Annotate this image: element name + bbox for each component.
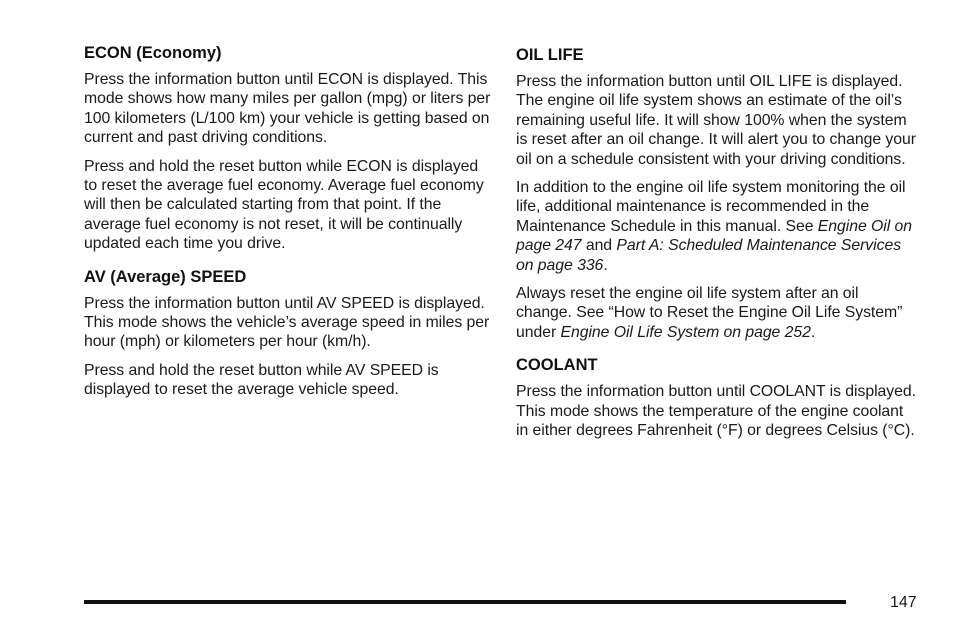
oil-life-section (516, 44, 916, 342)
av-speed-paragraph-2: Press and hold the reset button while AV SPEED is displayed to reset the average vehicle speed. (84, 361, 439, 399)
engine-oil-life-system-reference: Engine Oil Life System on page 252 (560, 323, 811, 341)
av-speed-paragraph-1: Press the information button until AV SPEED is displayed. This mode shows the vehicle’s average speed in miles per hour (mph) or kilometers per hour (km/h). (84, 294, 490, 351)
oil-life-paragraph-2 (516, 178, 916, 275)
scheduled-maintenance-reference: Part A: Scheduled Maintenance Services on page 336 (516, 237, 902, 274)
left-column (84, 44, 494, 409)
engine-oil-reference: Engine Oil on page 247 (516, 217, 912, 255)
oil-life-heading: OIL LIFE (516, 46, 584, 64)
coolant-section (516, 356, 916, 440)
footer-rule (84, 600, 846, 604)
econ-section (84, 44, 494, 254)
oil-life-paragraph-3 (516, 284, 916, 342)
oil-life-p3-text-a: Always reset the engine oil life system after an oil change. See “How to Reset the Engine Oil Life System” under (516, 285, 903, 341)
coolant-paragraph-1: Press the information button until COOLANT is displayed. This mode shows the temperature of the engine coolant in either degrees Fahrenheit (°F) or degrees Celsius (°C). (516, 383, 916, 440)
oil-life-p3-text-c: . (810, 323, 816, 341)
oil-life-p2-text-a: In addition to the engine oil life system monitoring the oil life, additional maintenance is recommended in the Maintenance Schedule in this manual. See (516, 179, 906, 235)
econ-paragraph-1: Press the information button until ECON is displayed. This mode shows how many miles per gallon (mpg) or liters per 100 kilometers (L/100 km) your vehicle is getting based on current and past driving conditions. (84, 71, 491, 147)
econ-paragraph-2: Press and hold the reset button while ECON is displayed to reset the average fuel economy. Average fuel economy will then be calculated starting from that point. If the average fuel economy is not reset, it will be continually updated each time you drive. (84, 157, 484, 253)
av-speed-heading: AV (Average) SPEED (84, 267, 247, 286)
coolant-heading: COOLANT (516, 356, 598, 375)
av-speed-section (84, 268, 494, 400)
oil-life-paragraph-1: Press the information button until OIL LIFE is displayed. The engine oil life system shows an estimate of the oil’s remaining useful life. It will show 100% when the system is reset after an oil change. It will alert you to change your oil on a schedule consistent with your driving conditions. (516, 73, 916, 168)
oil-life-p2-text-b: and (581, 237, 617, 255)
page-number: 147 (890, 594, 917, 611)
oil-life-p2-text-c: . (603, 256, 608, 274)
right-column (516, 44, 916, 450)
econ-heading: ECON (Economy) (84, 44, 222, 62)
